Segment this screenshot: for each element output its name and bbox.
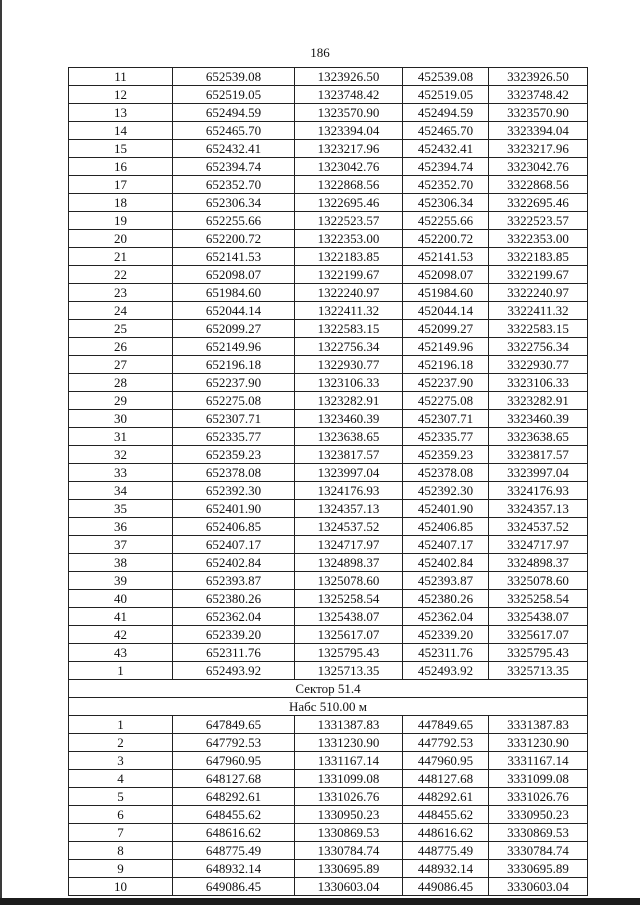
cell-point-number: 4 bbox=[69, 770, 173, 788]
cell-y-local: 3331230.90 bbox=[489, 734, 588, 752]
cell-y-msk: 1331230.90 bbox=[295, 734, 403, 752]
cell-point-number: 20 bbox=[69, 230, 173, 248]
cell-point-number: 17 bbox=[69, 176, 173, 194]
table-row bbox=[69, 536, 588, 554]
cell-x-local: 452044.14 bbox=[403, 302, 489, 320]
table-row bbox=[69, 734, 588, 752]
cell-x-msk: 648616.62 bbox=[173, 824, 295, 842]
table-row bbox=[69, 770, 588, 788]
table-row bbox=[69, 662, 588, 680]
cell-y-local: 3322240.97 bbox=[489, 284, 588, 302]
cell-x-msk: 651984.60 bbox=[173, 284, 295, 302]
cell-point-number: 40 bbox=[69, 590, 173, 608]
cell-y-local: 3325078.60 bbox=[489, 572, 588, 590]
cell-y-msk: 1322695.46 bbox=[295, 194, 403, 212]
cell-y-msk: 1323282.91 bbox=[295, 392, 403, 410]
cell-y-msk: 1323638.65 bbox=[295, 428, 403, 446]
cell-x-local: 448616.62 bbox=[403, 824, 489, 842]
cell-y-local: 3322523.57 bbox=[489, 212, 588, 230]
cell-y-local: 3322930.77 bbox=[489, 356, 588, 374]
table-row bbox=[69, 464, 588, 482]
cell-point-number: 39 bbox=[69, 572, 173, 590]
table-row bbox=[69, 104, 588, 122]
cell-y-local: 3323638.65 bbox=[489, 428, 588, 446]
table-row bbox=[69, 266, 588, 284]
cell-point-number: 22 bbox=[69, 266, 173, 284]
cell-y-msk: 1322930.77 bbox=[295, 356, 403, 374]
cell-y-local: 3325617.07 bbox=[489, 626, 588, 644]
cell-y-msk: 1323394.04 bbox=[295, 122, 403, 140]
cell-y-local: 3330784.74 bbox=[489, 842, 588, 860]
cell-y-msk: 1325795.43 bbox=[295, 644, 403, 662]
table-row bbox=[69, 590, 588, 608]
cell-y-local: 3322583.15 bbox=[489, 320, 588, 338]
cell-y-local: 3331026.76 bbox=[489, 788, 588, 806]
cell-x-msk: 652493.92 bbox=[173, 662, 295, 680]
cell-x-msk: 652359.23 bbox=[173, 446, 295, 464]
cell-y-local: 3323926.50 bbox=[489, 68, 588, 86]
cell-y-local: 3331099.08 bbox=[489, 770, 588, 788]
cell-y-msk: 1322199.67 bbox=[295, 266, 403, 284]
cell-y-local: 3322353.00 bbox=[489, 230, 588, 248]
cell-y-local: 3322756.34 bbox=[489, 338, 588, 356]
cell-point-number: 38 bbox=[69, 554, 173, 572]
table-row bbox=[69, 428, 588, 446]
cell-y-msk: 1330784.74 bbox=[295, 842, 403, 860]
cell-y-msk: 1325617.07 bbox=[295, 626, 403, 644]
cell-point-number: 42 bbox=[69, 626, 173, 644]
cell-x-msk: 652465.70 bbox=[173, 122, 295, 140]
cell-x-msk: 652099.27 bbox=[173, 320, 295, 338]
cell-x-msk: 652378.08 bbox=[173, 464, 295, 482]
table-row bbox=[69, 284, 588, 302]
cell-y-local: 3324898.37 bbox=[489, 554, 588, 572]
table-row bbox=[69, 716, 588, 734]
cell-y-msk: 1323997.04 bbox=[295, 464, 403, 482]
cell-y-msk: 1331026.76 bbox=[295, 788, 403, 806]
cell-x-local: 448127.68 bbox=[403, 770, 489, 788]
cell-y-local: 3323106.33 bbox=[489, 374, 588, 392]
table-row bbox=[69, 752, 588, 770]
cell-point-number: 37 bbox=[69, 536, 173, 554]
cell-x-msk: 652098.07 bbox=[173, 266, 295, 284]
cell-y-msk: 1325258.54 bbox=[295, 590, 403, 608]
table-row bbox=[69, 86, 588, 104]
cell-y-msk: 1323460.39 bbox=[295, 410, 403, 428]
cell-x-local: 447849.65 bbox=[403, 716, 489, 734]
cell-y-local: 3325438.07 bbox=[489, 608, 588, 626]
cell-point-number: 25 bbox=[69, 320, 173, 338]
cell-x-local: 448292.61 bbox=[403, 788, 489, 806]
cell-x-msk: 652406.85 bbox=[173, 518, 295, 536]
cell-y-local: 3322695.46 bbox=[489, 194, 588, 212]
cell-y-msk: 1322411.32 bbox=[295, 302, 403, 320]
table-row bbox=[69, 500, 588, 518]
cell-y-msk: 1324898.37 bbox=[295, 554, 403, 572]
cell-x-msk: 652394.74 bbox=[173, 158, 295, 176]
table-row bbox=[69, 644, 588, 662]
cell-y-local: 3331167.14 bbox=[489, 752, 588, 770]
cell-y-local: 3324537.52 bbox=[489, 518, 588, 536]
cell-x-local: 452407.17 bbox=[403, 536, 489, 554]
cell-y-local: 3323042.76 bbox=[489, 158, 588, 176]
table-row bbox=[69, 410, 588, 428]
cell-x-msk: 652141.53 bbox=[173, 248, 295, 266]
table-row bbox=[69, 842, 588, 860]
cell-point-number: 34 bbox=[69, 482, 173, 500]
cell-y-local: 3324176.93 bbox=[489, 482, 588, 500]
table-row bbox=[69, 140, 588, 158]
cell-x-local: 452401.90 bbox=[403, 500, 489, 518]
cell-x-local: 447960.95 bbox=[403, 752, 489, 770]
cell-x-msk: 652392.30 bbox=[173, 482, 295, 500]
cell-x-msk: 647849.65 bbox=[173, 716, 295, 734]
cell-y-msk: 1323570.90 bbox=[295, 104, 403, 122]
cell-point-number: 12 bbox=[69, 86, 173, 104]
cell-y-local: 3324717.97 bbox=[489, 536, 588, 554]
cell-x-msk: 648932.14 bbox=[173, 860, 295, 878]
cell-point-number: 27 bbox=[69, 356, 173, 374]
cell-point-number: 28 bbox=[69, 374, 173, 392]
cell-y-msk: 1325438.07 bbox=[295, 608, 403, 626]
table-row bbox=[69, 554, 588, 572]
cell-x-local: 452392.30 bbox=[403, 482, 489, 500]
cell-y-msk: 1323106.33 bbox=[295, 374, 403, 392]
cell-x-msk: 652335.77 bbox=[173, 428, 295, 446]
cell-point-number: 21 bbox=[69, 248, 173, 266]
coordinates-table bbox=[68, 67, 588, 896]
cell-y-msk: 1322353.00 bbox=[295, 230, 403, 248]
table-row bbox=[69, 176, 588, 194]
cell-y-msk: 1322868.56 bbox=[295, 176, 403, 194]
cell-x-msk: 649086.45 bbox=[173, 878, 295, 896]
cell-x-msk: 652519.05 bbox=[173, 86, 295, 104]
page-number: 186 bbox=[310, 45, 330, 60]
cell-y-local: 3323460.39 bbox=[489, 410, 588, 428]
cell-point-number: 1 bbox=[69, 716, 173, 734]
cell-y-local: 3323394.04 bbox=[489, 122, 588, 140]
table-row bbox=[69, 392, 588, 410]
cell-y-msk: 1330869.53 bbox=[295, 824, 403, 842]
cell-x-local: 452196.18 bbox=[403, 356, 489, 374]
cell-y-msk: 1323926.50 bbox=[295, 68, 403, 86]
cell-point-number: 10 bbox=[69, 878, 173, 896]
cell-y-local: 3330695.89 bbox=[489, 860, 588, 878]
cell-point-number: 13 bbox=[69, 104, 173, 122]
cell-y-msk: 1330603.04 bbox=[295, 878, 403, 896]
table-row bbox=[69, 158, 588, 176]
table-row bbox=[69, 608, 588, 626]
cell-x-local: 452359.23 bbox=[403, 446, 489, 464]
cell-x-local: 451984.60 bbox=[403, 284, 489, 302]
scan-edge-bottom bbox=[0, 898, 640, 905]
cell-y-local: 3325713.35 bbox=[489, 662, 588, 680]
cell-x-local: 452406.85 bbox=[403, 518, 489, 536]
cell-y-msk: 1323817.57 bbox=[295, 446, 403, 464]
cell-x-msk: 652196.18 bbox=[173, 356, 295, 374]
cell-x-msk: 652339.20 bbox=[173, 626, 295, 644]
cell-x-msk: 652401.90 bbox=[173, 500, 295, 518]
cell-y-msk: 1322240.97 bbox=[295, 284, 403, 302]
cell-y-local: 3322868.56 bbox=[489, 176, 588, 194]
cell-point-number: 14 bbox=[69, 122, 173, 140]
cell-x-local: 448932.14 bbox=[403, 860, 489, 878]
cell-x-msk: 652402.84 bbox=[173, 554, 295, 572]
cell-x-local: 452099.27 bbox=[403, 320, 489, 338]
cell-x-local: 452237.90 bbox=[403, 374, 489, 392]
cell-y-msk: 1324717.97 bbox=[295, 536, 403, 554]
cell-point-number: 30 bbox=[69, 410, 173, 428]
cell-y-msk: 1322183.85 bbox=[295, 248, 403, 266]
cell-point-number: 7 bbox=[69, 824, 173, 842]
cell-x-local: 449086.45 bbox=[403, 878, 489, 896]
cell-x-local: 452393.87 bbox=[403, 572, 489, 590]
table-row bbox=[69, 572, 588, 590]
cell-y-local: 3331387.83 bbox=[489, 716, 588, 734]
table-row bbox=[69, 374, 588, 392]
cell-x-local: 452255.66 bbox=[403, 212, 489, 230]
cell-point-number: 41 bbox=[69, 608, 173, 626]
cell-x-msk: 652149.96 bbox=[173, 338, 295, 356]
table-row bbox=[69, 626, 588, 644]
cell-x-local: 452200.72 bbox=[403, 230, 489, 248]
cell-x-local: 452335.77 bbox=[403, 428, 489, 446]
section-height-label: Набс 510.00 м bbox=[69, 698, 588, 716]
cell-y-local: 3323217.96 bbox=[489, 140, 588, 158]
cell-x-local: 452380.26 bbox=[403, 590, 489, 608]
cell-x-msk: 648292.61 bbox=[173, 788, 295, 806]
section-title: Сектор 51.4 bbox=[69, 680, 588, 698]
cell-point-number: 24 bbox=[69, 302, 173, 320]
cell-point-number: 26 bbox=[69, 338, 173, 356]
cell-x-local: 452539.08 bbox=[403, 68, 489, 86]
cell-x-msk: 652362.04 bbox=[173, 608, 295, 626]
cell-x-msk: 652255.66 bbox=[173, 212, 295, 230]
cell-y-local: 3324357.13 bbox=[489, 500, 588, 518]
table-row bbox=[69, 482, 588, 500]
table-row bbox=[69, 68, 588, 86]
cell-x-msk: 652306.34 bbox=[173, 194, 295, 212]
cell-y-msk: 1324176.93 bbox=[295, 482, 403, 500]
cell-y-local: 3325795.43 bbox=[489, 644, 588, 662]
table-row bbox=[69, 788, 588, 806]
cell-y-msk: 1324357.13 bbox=[295, 500, 403, 518]
section-header bbox=[69, 680, 588, 716]
cell-x-local: 452307.71 bbox=[403, 410, 489, 428]
section-height-row bbox=[69, 698, 588, 716]
cell-x-msk: 647960.95 bbox=[173, 752, 295, 770]
table-row bbox=[69, 248, 588, 266]
table-row bbox=[69, 824, 588, 842]
cell-y-msk: 1323042.76 bbox=[295, 158, 403, 176]
cell-point-number: 5 bbox=[69, 788, 173, 806]
cell-x-msk: 652494.59 bbox=[173, 104, 295, 122]
scan-edge-left bbox=[0, 0, 2, 905]
cell-x-msk: 647792.53 bbox=[173, 734, 295, 752]
table-row bbox=[69, 320, 588, 338]
cell-x-msk: 652393.87 bbox=[173, 572, 295, 590]
cell-point-number: 3 bbox=[69, 752, 173, 770]
cell-y-msk: 1331099.08 bbox=[295, 770, 403, 788]
cell-x-local: 452362.04 bbox=[403, 608, 489, 626]
table-row bbox=[69, 194, 588, 212]
cell-point-number: 2 bbox=[69, 734, 173, 752]
cell-x-local: 452149.96 bbox=[403, 338, 489, 356]
cell-point-number: 32 bbox=[69, 446, 173, 464]
cell-y-msk: 1330695.89 bbox=[295, 860, 403, 878]
cell-x-local: 448775.49 bbox=[403, 842, 489, 860]
cell-x-msk: 652539.08 bbox=[173, 68, 295, 86]
cell-point-number: 35 bbox=[69, 500, 173, 518]
table-row bbox=[69, 806, 588, 824]
cell-y-local: 3323817.57 bbox=[489, 446, 588, 464]
cell-point-number: 18 bbox=[69, 194, 173, 212]
cell-y-local: 3322411.32 bbox=[489, 302, 588, 320]
table-row bbox=[69, 122, 588, 140]
cell-y-msk: 1330950.23 bbox=[295, 806, 403, 824]
cell-x-local: 452098.07 bbox=[403, 266, 489, 284]
cell-point-number: 31 bbox=[69, 428, 173, 446]
cell-y-msk: 1331167.14 bbox=[295, 752, 403, 770]
cell-y-msk: 1324537.52 bbox=[295, 518, 403, 536]
cell-x-local: 447792.53 bbox=[403, 734, 489, 752]
cell-y-local: 3323997.04 bbox=[489, 464, 588, 482]
cell-x-local: 452339.20 bbox=[403, 626, 489, 644]
cell-x-msk: 652380.26 bbox=[173, 590, 295, 608]
cell-y-msk: 1325078.60 bbox=[295, 572, 403, 590]
cell-point-number: 29 bbox=[69, 392, 173, 410]
cell-x-msk: 652275.08 bbox=[173, 392, 295, 410]
cell-point-number: 23 bbox=[69, 284, 173, 302]
table-row bbox=[69, 446, 588, 464]
cell-x-msk: 652237.90 bbox=[173, 374, 295, 392]
section-title-row bbox=[69, 680, 588, 698]
cell-x-local: 452432.41 bbox=[403, 140, 489, 158]
cell-y-msk: 1322583.15 bbox=[295, 320, 403, 338]
cell-x-local: 452378.08 bbox=[403, 464, 489, 482]
cell-y-msk: 1325713.35 bbox=[295, 662, 403, 680]
cell-point-number: 6 bbox=[69, 806, 173, 824]
cell-x-local: 452494.59 bbox=[403, 104, 489, 122]
cell-x-msk: 652432.41 bbox=[173, 140, 295, 158]
cell-x-local: 448455.62 bbox=[403, 806, 489, 824]
cell-x-local: 452141.53 bbox=[403, 248, 489, 266]
cell-y-msk: 1331387.83 bbox=[295, 716, 403, 734]
cell-x-msk: 648455.62 bbox=[173, 806, 295, 824]
cell-y-msk: 1323748.42 bbox=[295, 86, 403, 104]
cell-x-msk: 648775.49 bbox=[173, 842, 295, 860]
cell-x-msk: 652200.72 bbox=[173, 230, 295, 248]
cell-point-number: 36 bbox=[69, 518, 173, 536]
cell-point-number: 11 bbox=[69, 68, 173, 86]
cell-x-local: 452493.92 bbox=[403, 662, 489, 680]
cell-point-number: 19 bbox=[69, 212, 173, 230]
cell-x-msk: 652307.71 bbox=[173, 410, 295, 428]
cell-x-local: 452394.74 bbox=[403, 158, 489, 176]
cell-y-local: 3323570.90 bbox=[489, 104, 588, 122]
cell-point-number: 16 bbox=[69, 158, 173, 176]
cell-point-number: 33 bbox=[69, 464, 173, 482]
table-row bbox=[69, 878, 588, 896]
cell-x-local: 452402.84 bbox=[403, 554, 489, 572]
cell-x-msk: 648127.68 bbox=[173, 770, 295, 788]
cell-y-local: 3322183.85 bbox=[489, 248, 588, 266]
cell-x-msk: 652352.70 bbox=[173, 176, 295, 194]
cell-y-local: 3323282.91 bbox=[489, 392, 588, 410]
table-row bbox=[69, 230, 588, 248]
table-row bbox=[69, 212, 588, 230]
table-body-top bbox=[69, 68, 588, 680]
cell-y-local: 3330950.23 bbox=[489, 806, 588, 824]
cell-y-local: 3323748.42 bbox=[489, 86, 588, 104]
cell-point-number: 1 bbox=[69, 662, 173, 680]
cell-y-msk: 1323217.96 bbox=[295, 140, 403, 158]
cell-y-local: 3322199.67 bbox=[489, 266, 588, 284]
table-row bbox=[69, 860, 588, 878]
table-body-bottom bbox=[69, 716, 588, 896]
cell-x-local: 452519.05 bbox=[403, 86, 489, 104]
cell-x-msk: 652044.14 bbox=[173, 302, 295, 320]
cell-y-local: 3325258.54 bbox=[489, 590, 588, 608]
cell-x-local: 452465.70 bbox=[403, 122, 489, 140]
cell-y-msk: 1322756.34 bbox=[295, 338, 403, 356]
cell-x-msk: 652407.17 bbox=[173, 536, 295, 554]
cell-y-local: 3330603.04 bbox=[489, 878, 588, 896]
cell-x-local: 452275.08 bbox=[403, 392, 489, 410]
table-row bbox=[69, 338, 588, 356]
cell-x-local: 452311.76 bbox=[403, 644, 489, 662]
table-row bbox=[69, 518, 588, 536]
cell-y-local: 3330869.53 bbox=[489, 824, 588, 842]
cell-x-msk: 652311.76 bbox=[173, 644, 295, 662]
cell-point-number: 8 bbox=[69, 842, 173, 860]
cell-point-number: 9 bbox=[69, 860, 173, 878]
cell-x-local: 452352.70 bbox=[403, 176, 489, 194]
cell-y-msk: 1322523.57 bbox=[295, 212, 403, 230]
cell-point-number: 43 bbox=[69, 644, 173, 662]
table-row bbox=[69, 356, 588, 374]
table-row bbox=[69, 302, 588, 320]
cell-x-local: 452306.34 bbox=[403, 194, 489, 212]
cell-point-number: 15 bbox=[69, 140, 173, 158]
